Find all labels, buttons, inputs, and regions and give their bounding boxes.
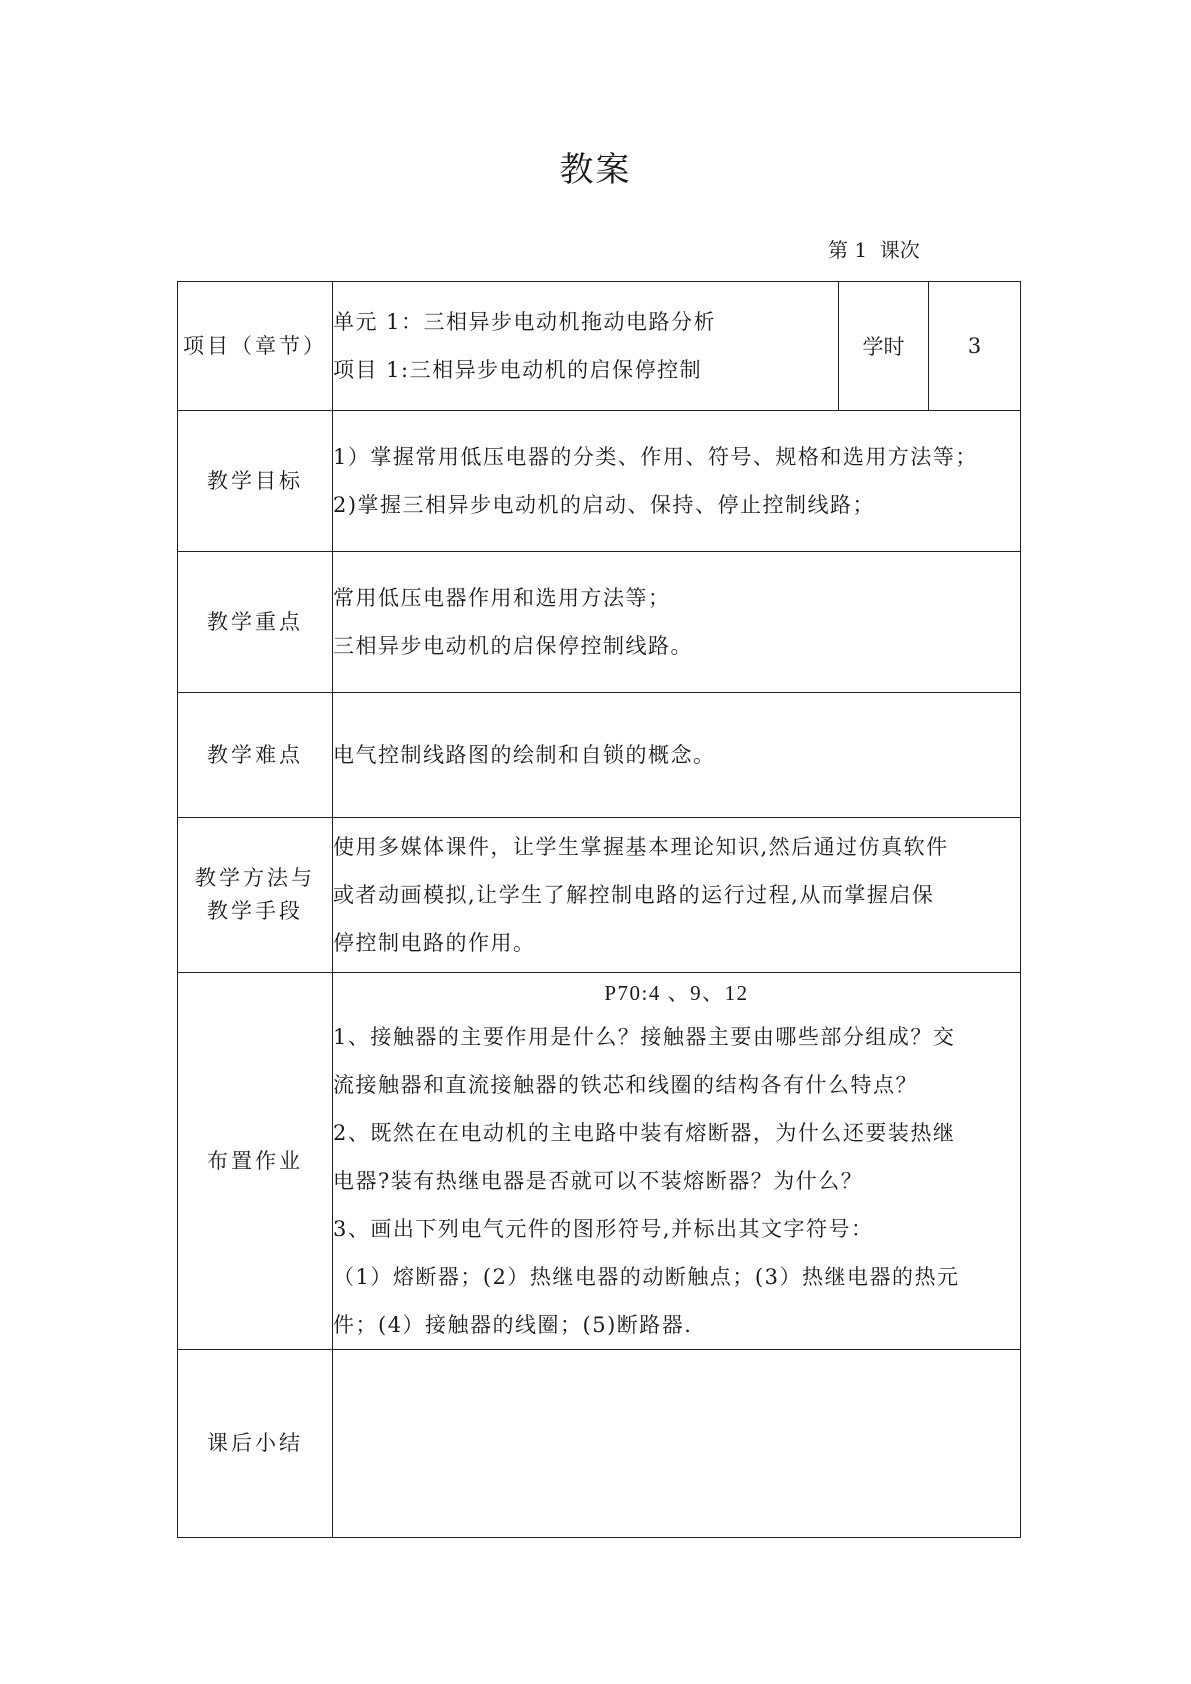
project-item: 项目 1:三相异步电动机的启保停控制	[333, 358, 703, 382]
homework-line: 2、既然在在电动机的主电路中装有熔断器，为什么还要装热继	[333, 1121, 956, 1145]
difficulty-item: 电气控制线路图的绘制和自锁的概念。	[333, 743, 716, 767]
lesson-number: 第 1 课次	[828, 238, 920, 262]
key-points-label: 教学重点	[178, 552, 333, 693]
hours-label: 学时	[839, 282, 929, 411]
homework-line: （1）熔断器；(2）热继电器的动断触点；(3）热继电器的热元	[333, 1265, 960, 1289]
row-methods	[178, 818, 1021, 973]
project-content	[333, 282, 839, 411]
homework-line: 1、接触器的主要作用是什么？接触器主要由哪些部分组成？交	[333, 1025, 956, 1049]
methods-content	[333, 818, 1021, 973]
document-title: 教案	[559, 150, 632, 190]
goal-item: 2)掌握三相异步电动机的启动、保持、停止控制线路；	[333, 493, 876, 517]
goal-item: 1）掌握常用低压电器的分类、作用、符号、规格和选用方法等；	[333, 445, 978, 469]
goals-label: 教学目标	[178, 411, 333, 552]
key-point-item: 三相异步电动机的启保停控制线路。	[333, 634, 693, 658]
project-unit: 单元 1：三相异步电动机拖动电路分析	[333, 310, 717, 334]
row-homework	[178, 973, 1021, 1350]
homework-reference: P70:4 、9、12	[604, 981, 749, 1005]
difficulties-content	[333, 693, 1021, 818]
methods-label-line: 教学手段	[207, 899, 303, 923]
methods-line: 使用多媒体课件，让学生掌握基本理论知识,然后通过仿真软件	[333, 835, 949, 859]
homework-line: 电器?装有热继电器是否就可以不装熔断器？为什么？	[333, 1169, 864, 1193]
lesson-plan-table	[177, 281, 1021, 1538]
summary-content	[333, 1350, 1021, 1538]
row-key-points	[178, 552, 1021, 693]
methods-label-line: 教学方法与	[195, 866, 315, 890]
row-difficulties	[178, 693, 1021, 818]
row-goals	[178, 411, 1021, 552]
hours-value: 3	[929, 282, 1021, 411]
difficulties-label: 教学难点	[178, 693, 333, 818]
homework-line: 3、画出下列电气元件的图形符号,并标出其文字符号：	[333, 1217, 874, 1241]
key-point-item: 常用低压电器作用和选用方法等；	[333, 586, 671, 610]
methods-line: 或者动画模拟,让学生了解控制电路的运行过程,从而掌握启保	[333, 883, 935, 907]
methods-label	[178, 818, 333, 973]
summary-label: 课后小结	[178, 1350, 333, 1538]
row-summary	[178, 1350, 1021, 1538]
key-points-content	[333, 552, 1021, 693]
row-project	[178, 282, 1021, 411]
homework-label: 布置作业	[178, 973, 333, 1350]
homework-line: 件；(4）接触器的线圈；(5)断路器.	[333, 1313, 693, 1337]
homework-content	[333, 973, 1021, 1350]
homework-line: 流接触器和直流接触器的铁芯和线圈的结构各有什么特点？	[333, 1073, 918, 1097]
project-label: 项目（章节）	[178, 282, 333, 411]
methods-line: 停控制电路的作用。	[333, 931, 536, 955]
goals-content	[333, 411, 1021, 552]
